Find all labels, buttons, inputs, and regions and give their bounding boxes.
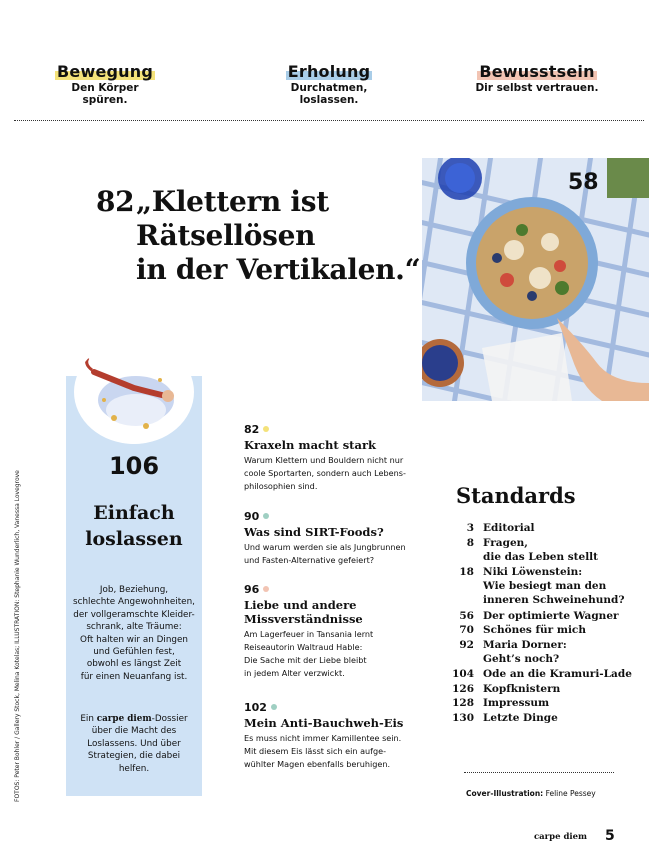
category-title: Bewusstsein — [479, 62, 595, 81]
standards-item-page: 130 — [452, 711, 474, 724]
article-desc-line: Mit diesem Eis lässt sich ein aufge- — [244, 746, 387, 756]
standards-item-line: Kopfknistern — [483, 682, 561, 695]
category-bewusstsein — [474, 62, 600, 94]
headline-page: 82 — [96, 185, 135, 218]
standards-item-page: 56 — [459, 609, 474, 622]
cover-label: Cover-Illustration: — [466, 789, 544, 798]
standards-item-line: die das Leben stellt — [483, 550, 599, 563]
food-photo — [422, 158, 649, 401]
article-desc — [244, 628, 424, 680]
dossier-text-line: obwohl es längst Zeit — [86, 659, 182, 670]
standards-item-page: 70 — [459, 624, 474, 637]
standards-item-line: Editorial — [483, 522, 535, 534]
standards-item-label — [483, 711, 558, 725]
footer-brand: carpe diem — [534, 832, 588, 842]
article-desc-line: und Fasten-Alternative gefeiert? — [244, 555, 375, 565]
article-title — [244, 438, 424, 452]
article-title-line: Mein Anti-Bauchweh-Eis — [244, 716, 404, 730]
standards-item-label — [483, 536, 598, 565]
floating-woman-icon — [74, 340, 194, 444]
standards-item-label — [483, 696, 549, 710]
dossier-brand: carpe diem — [96, 714, 152, 724]
standards-item-line: Impressum — [483, 697, 550, 710]
dossier-page: 106 — [108, 452, 160, 480]
standards-item[interactable] — [446, 536, 646, 565]
article-desc-line: Reiseautorin Waltraud Hable: — [244, 642, 363, 652]
headline-line: in der Vertikalen.“ — [136, 253, 421, 286]
dossier-text-line: Loslassens. Und über — [87, 738, 181, 749]
footer-page-number: 5 — [605, 828, 615, 844]
article-dot — [271, 704, 277, 710]
article-desc-line: Am Lagerfeuer in Tansania lernt — [244, 629, 374, 639]
photo-credit: FOTOS: Peter Bohler / Gallery Stock, Melina Kotelas; ILLUSTRATION: Stephanie Wunderlich, Vanessa Lovegrove — [14, 470, 21, 802]
dossier-text-post: -Dossier — [151, 714, 188, 724]
standards-item-line: Letzte Dinge — [483, 711, 558, 724]
category-title: Bewegung — [57, 62, 153, 81]
article-desc-line: Warum Klettern und Bouldern nicht nur — [244, 455, 404, 465]
article-page: 102 — [244, 701, 267, 714]
category-erholung — [262, 62, 396, 106]
dossier-text-line: der vollgeramschte Kleider- — [73, 609, 195, 620]
standards-item[interactable] — [446, 565, 646, 609]
article-desc-line: philosophien sind. — [244, 481, 318, 491]
dossier-text-line: Strategien, die dabei — [87, 751, 181, 762]
standards-item-page: 126 — [452, 682, 474, 695]
category-subtitle: Dir selbst vertrauen. — [475, 82, 599, 94]
article-dot — [263, 586, 269, 592]
standards-item-line: Schönes für mich — [483, 624, 586, 637]
standards-item[interactable] — [446, 682, 646, 697]
dossier-text-line: über die Macht des — [91, 726, 177, 737]
dossier-title-line: loslassen — [85, 528, 183, 550]
article-desc — [244, 732, 424, 771]
standards-item-page: 104 — [452, 668, 474, 680]
salad-bowl-image — [422, 158, 649, 401]
standards-item[interactable] — [446, 711, 646, 726]
article-title-line: Missverständnisse — [244, 612, 363, 626]
article-desc-line: in jedem Alter verzwickt. — [244, 668, 345, 678]
headline-line: Rätsellösen — [136, 219, 316, 252]
standards-item-page: 128 — [452, 697, 474, 710]
standards-item[interactable] — [446, 638, 646, 667]
standards-item-line: Fragen, — [483, 536, 528, 549]
standards-item-line: Der optimierte Wagner — [483, 609, 619, 622]
top-divider — [14, 120, 644, 121]
article-liebe[interactable] — [244, 578, 424, 680]
article-title-line: Liebe und andere — [244, 598, 357, 612]
photo-page-number: 58 — [568, 170, 599, 195]
article-desc — [244, 454, 424, 493]
standards-item-label — [483, 638, 567, 667]
article-sirt-foods[interactable] — [244, 505, 424, 567]
standards-item-line: Geht’s noch? — [483, 653, 560, 666]
standards-item-label — [483, 623, 586, 637]
article-desc-line: coole Sportarten, sondern auch Lebens- — [244, 468, 406, 478]
standards-item[interactable] — [446, 696, 646, 711]
standards-item-page: 92 — [459, 638, 474, 651]
dossier-text-line: und Gefühlen fest, — [93, 647, 175, 658]
standards-item-page: 3 — [466, 522, 474, 534]
article-desc — [244, 541, 424, 567]
article-kraxeln[interactable] — [244, 418, 424, 493]
standards-item-line: Wie besiegt man den — [483, 580, 607, 593]
article-anti-bauchweh-eis[interactable] — [244, 696, 424, 771]
dossier-title — [66, 500, 202, 552]
standards-item[interactable] — [446, 609, 646, 624]
dossier-text-line: schlechte Angewohnheiten, — [73, 597, 195, 608]
article-page: 82 — [244, 423, 260, 436]
standards-item-label — [483, 609, 619, 623]
standards-item-page: 8 — [466, 536, 474, 549]
standards-item-page: 18 — [459, 565, 474, 578]
standards-divider — [464, 772, 614, 773]
headline-line: „Klettern ist — [136, 185, 329, 218]
article-title-line: Was sind SIRT-Foods? — [244, 525, 384, 539]
dossier-text-2 — [68, 713, 200, 775]
article-page: 96 — [244, 583, 260, 596]
category-title: Erholung — [287, 62, 371, 81]
standards-item[interactable] — [446, 667, 646, 682]
dossier-title-line: Einfach — [93, 502, 175, 524]
article-desc-line: Und warum werden sie als Jungbrunnen — [244, 542, 406, 552]
article-title-line: Kraxeln macht stark — [244, 438, 376, 452]
cover-credit — [466, 789, 596, 798]
dossier-text-line: für einen Neuanfang ist. — [80, 671, 188, 682]
dossier-text-line: helfen. — [118, 763, 150, 774]
dossier-text — [68, 584, 200, 683]
standards-item-line: Niki Löwenstein: — [483, 565, 583, 578]
category-bewegung — [50, 62, 160, 106]
standards-item[interactable] — [446, 521, 646, 536]
article-dot — [263, 426, 269, 432]
category-subtitle: Den Körper spüren. — [71, 82, 139, 106]
article-desc-line: Es muss nicht immer Kamillentee sein. — [244, 733, 402, 743]
article-title — [244, 525, 424, 539]
cover-artist: Feline Pessey — [545, 789, 596, 798]
dossier-text-pre: Ein — [80, 714, 97, 724]
article-desc-line: wühlter Magen ebenfalls beruhigen. — [244, 759, 391, 769]
article-title — [244, 598, 424, 626]
standards-item-label — [483, 521, 535, 535]
standards-item-label — [483, 682, 560, 696]
standards-item[interactable] — [446, 623, 646, 638]
dossier-text-line: schrank, alte Träume: — [86, 622, 182, 633]
article-page: 90 — [244, 510, 260, 523]
standards-item-line: Ode an die Kramuri-Lade — [483, 668, 632, 680]
standards-item-line: Maria Dorner: — [483, 638, 567, 651]
article-title — [244, 716, 424, 730]
article-desc-line: Die Sache mit der Liebe bleibt — [244, 655, 367, 665]
dossier-illustration — [74, 340, 194, 444]
standards-title: Standards — [456, 483, 576, 508]
standards-item-line: inneren Schweinehund? — [483, 594, 625, 607]
category-subtitle: Durchatmen, loslassen. — [290, 82, 368, 106]
article-dot — [263, 513, 269, 519]
dossier-text-line: Job, Beziehung, — [99, 585, 169, 595]
standards-item-label — [483, 565, 624, 608]
standards-item-label — [483, 667, 632, 681]
dossier-text-line: Oft halten wir an Dingen — [80, 634, 188, 645]
